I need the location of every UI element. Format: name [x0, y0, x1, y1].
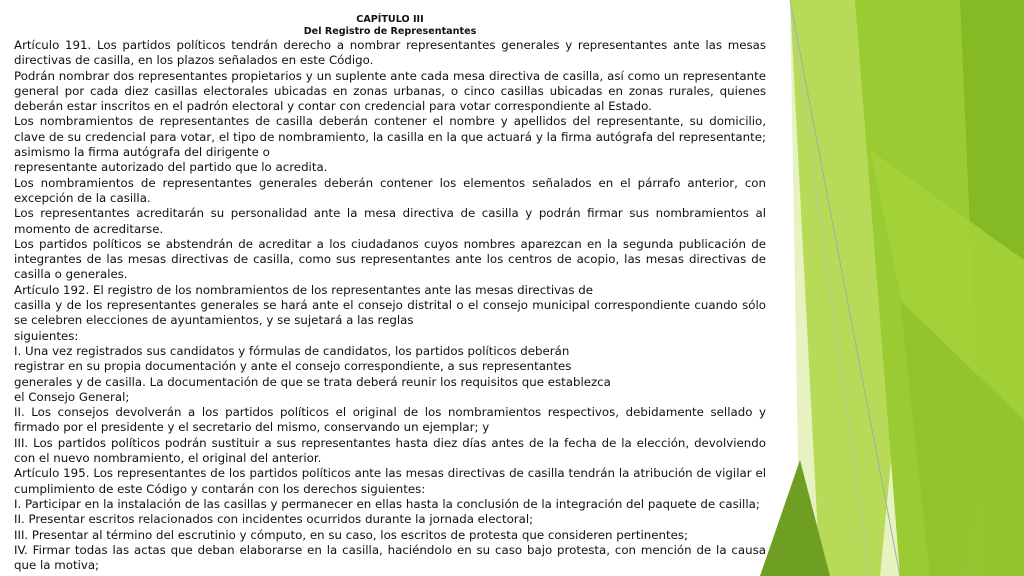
paragraph: Los partidos políticos se abstendrán de acreditar a los ciudadanos cuyos nombres aparezcan en la segunda publicación de integrantes de las mesas directivas de casilla, como sus representantes ante los centros de acopio, las mesas directivas de casilla o generales.: [14, 236, 766, 282]
document-body: [14, 14, 766, 573]
paragraph: generales y de casilla. La documentación de que se trata deberá reunir los requisitos que establezca: [14, 374, 611, 389]
paragraph: Artículo 192. El registro de los nombramientos de los representantes ante las mesas directivas de: [14, 282, 594, 297]
paragraph: II. Los consejos devolverán a los partidos políticos el original de los nombramientos respectivos, debidamente sellado y firmado por el presidente y el secretario del mismo, conservando un ejemplar; y: [14, 405, 766, 435]
paragraph: II. Presentar escritos relacionados con incidentes ocurridos durante la jornada electoral;: [14, 512, 534, 527]
paragraph: Los nombramientos de representantes generales deberán contener los elementos señalados en el párrafo anterior, con excepción de la casilla.: [14, 175, 766, 205]
paragraph: Los representantes acreditarán su personalidad ante la mesa directiva de casilla y podrán firmar sus nombramientos al momento de acreditarse.: [14, 206, 766, 236]
chapter-subtitle: Del Registro de Representantes: [303, 26, 477, 37]
paragraph: III. Los partidos políticos podrán sustituir a sus representantes hasta diez días antes de la fecha de la elección, devolviendo con el nuevo nombramiento, el original del anterior.: [14, 435, 766, 466]
paragraph: siguientes:: [14, 328, 79, 343]
paragraph: III. Presentar al término del escrutinio y cómputo, en su caso, los escritos de protesta que consideren pertinentes;: [14, 527, 688, 542]
chapter-heading: CAPÍTULO III: [356, 14, 424, 25]
paragraph: el Consejo General;: [14, 389, 130, 404]
paragraph: I. Participar en la instalación de las casillas y permanecer en ellas hasta la conclusión de la integración del paquete de casilla;: [14, 496, 760, 511]
paragraph: Artículo 191. Los partidos políticos tendrán derecho a nombrar representantes generales y representantes ante las mesas directivas de casilla, en los plazos señalados en este Código.: [14, 38, 766, 68]
paragraph: representante autorizado del partido que lo acredita.: [14, 160, 328, 175]
paragraph: Artículo 195. Los representantes de los partidos políticos ante las mesas directivas de casilla tendrán la atribución de vigilar el cumplimiento de este Código y contarán con los derechos siguientes:: [14, 466, 766, 496]
paragraph: Los nombramientos de representantes de casilla deberán contener el nombre y apellidos del representante, su domicilio, clave de su credencial para votar, el tipo de nombramiento, la casilla en la que actuará y la firma autógrafa del representante; asimismo la firma autógrafa del dirigente o: [14, 114, 766, 160]
paragraph: Podrán nombrar dos representantes propietarios y un suplente ante cada mesa directiva de casilla, así como un representante general por cada diez casillas electorales ubicadas en zonas urbanas, o cinco casillas ubicadas en zonas rurales, quienes deberán estar inscritos en el padrón electoral y contar con credencial para votar correspondiente al Estado.: [14, 68, 766, 114]
paragraph: I. Una vez registrados sus candidatos y fórmulas de candidatos, los partidos políticos deberán: [14, 343, 570, 358]
paragraph: casilla y de los representantes generales se hará ante el consejo distrital o el consejo municipal correspondiente cuando sólo se celebren elecciones de ayuntamientos, y se sujetará a las reglas: [14, 298, 766, 328]
paragraph: registrar en su propia documentación y ante el consejo correspondiente, a sus representantes: [14, 359, 572, 374]
paragraph: IV. Firmar todas las actas que deban elaborarse en la casilla, haciéndolo en su caso bajo protesta, con mención de la causa que la motiva;: [14, 542, 766, 573]
